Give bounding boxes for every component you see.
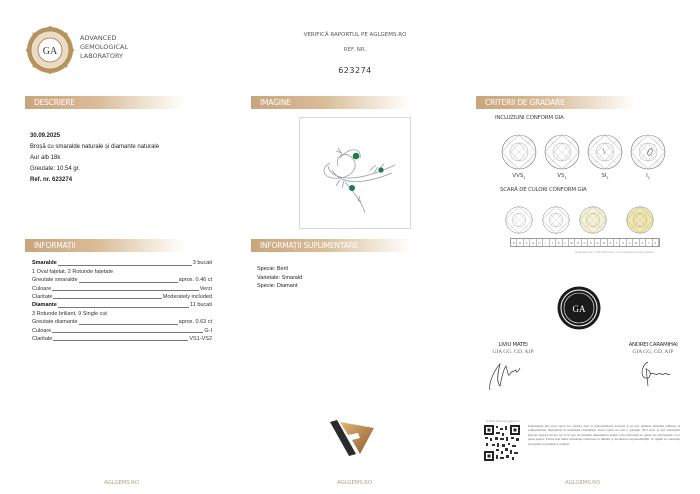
- signer-2-name: ANDREI CARAMIHAI: [628, 342, 678, 348]
- report-date: 30.09.2025: [30, 133, 61, 139]
- vg-brand-logo: [328, 420, 378, 456]
- signer-1-name: LIVIU MATEI: [498, 342, 528, 348]
- lab-name-line: ADVANCED: [80, 34, 117, 42]
- diamond-color-d-icon: [505, 206, 533, 234]
- info-row: Culoare Verzi: [32, 285, 212, 292]
- info-row: Diamante 11 bucati: [32, 302, 212, 309]
- additional-line: Specie: Beril: [257, 266, 288, 272]
- ref-nr-value: 623274: [338, 66, 372, 75]
- footer-site-right[interactable]: AGLGEMS.RO: [565, 480, 600, 486]
- color-scale-note: Imaginea este cu titlu informativ, nu se folosește pentru gradare: [575, 250, 654, 254]
- clarity-label-i1: $I_1$: [646, 173, 650, 181]
- section-header-description: DESCRIERE: [25, 96, 185, 109]
- signer-1-title: GIA GG, GD, AJP: [492, 349, 534, 355]
- lab-name: [80, 34, 128, 61]
- lab-name-line: GEMOLOGICAL: [80, 43, 128, 51]
- diamond-clarity-si1-icon: [587, 134, 623, 170]
- ref-nr-label: REF. NR.: [343, 47, 367, 53]
- section-header-criteria: CRITERII DE GRADARE: [476, 96, 636, 109]
- svg-text:GA: GA: [42, 46, 58, 57]
- signature-1: [486, 358, 526, 392]
- info-row: Smaralde 3 bucati: [32, 260, 212, 267]
- lab-name-line: LABORATORY: [80, 52, 124, 60]
- additional-line: Varietate: Smarald: [257, 274, 303, 281]
- inclusions-title: INCLUZIUNI CONFORM GIA: [495, 115, 564, 121]
- qr-code[interactable]: [484, 425, 520, 461]
- diamond-clarity-vs1-icon: [544, 134, 580, 170]
- clarity-label-vvs1: $VVS_1$: [512, 173, 526, 181]
- signer-2-title: GIA GG, GD, AJP: [632, 349, 674, 355]
- brooch-image: [300, 118, 412, 230]
- description-block: [30, 131, 159, 186]
- info-row: 3 Rotunde briliant, 9 Single cut: [32, 310, 107, 317]
- agl-stamp-icon: [557, 286, 601, 330]
- item-title: Broșă cu smaralde naturale și diamante naturale: [30, 144, 160, 150]
- diamond-color-s-icon: [626, 206, 654, 234]
- legal-disclaimer: Informațiile din acest raport fac referire doar la piatra/bijuteria descrisă și au fost obținute utilizând tehnicile și echipamentele disponibile în momentul examinării. Acest raport nu este o garanție. Nici AGL și nici semnatarii (fiecare expert) săi nu vor fi, în nici un moment răspunzători pentru orice diferență de opinie sau discrepanță ce ar putea apărea. Pentru mai multe informații referitoare la limitări și declinarea responsabilității, vă rugăm să consultați AGLgems.ro/termeni și condiții.: [528, 424, 680, 446]
- info-table: [32, 259, 212, 343]
- section-header-info: INFORMAȚII: [25, 239, 185, 252]
- jewelry-image: [299, 117, 411, 229]
- item-ref: Ref. nr. 623274: [30, 177, 73, 183]
- info-row: 1 Oval fațetat, 2 Rotunde fațetate: [32, 268, 114, 275]
- footer-site-center[interactable]: AGLGEMS.RO: [337, 480, 372, 486]
- info-row: Culoare G-I: [32, 327, 212, 334]
- info-row: Greutate diamante aprox. 0.63 ct: [32, 319, 212, 326]
- clarity-label-si1: $SI_1$: [601, 173, 609, 181]
- info-row: Claritate Moderately included: [32, 293, 212, 300]
- additional-info: [257, 265, 302, 291]
- info-row: Claritate VS1-VS2: [32, 335, 212, 342]
- item-weight: Greutate: 10.54 gr.: [30, 166, 81, 172]
- signature-2: [636, 358, 672, 388]
- diamond-color-k-icon: [579, 206, 607, 234]
- info-row: Greutate smaralde aprox. 0.46 ct: [32, 277, 212, 284]
- svg-text:GA: GA: [572, 304, 586, 314]
- verify-report-text: VERIFICĂ RAPORTUL PE AGLGEMS.RO: [303, 32, 407, 38]
- footer-site-left[interactable]: AGLGEMS.RO: [104, 480, 139, 486]
- additional-line: Specie: Diamant: [257, 283, 298, 289]
- qr-label: Verifică raportul pe aglgems.ro: [486, 420, 520, 423]
- section-header-additional: INFORMAȚII SUPLIMENTARE: [251, 239, 411, 252]
- clarity-label-vs1: $VS_1$: [557, 173, 567, 181]
- diamond-color-g-icon: [542, 206, 570, 234]
- section-header-image: IMAGINE: [251, 96, 411, 109]
- agl-seal-logo: [26, 26, 74, 74]
- diamond-clarity-i1-icon: [630, 134, 666, 170]
- item-metal: Aur alb 18k: [30, 155, 61, 161]
- color-scale-title: SCARĂ DE CULORI CONFORM GIA: [500, 187, 587, 193]
- diamond-clarity-vvs1-icon: [501, 134, 537, 170]
- color-scale-bar: D E F G H I J K L M N O P Q R S T U V W X Y Z: [510, 238, 660, 247]
